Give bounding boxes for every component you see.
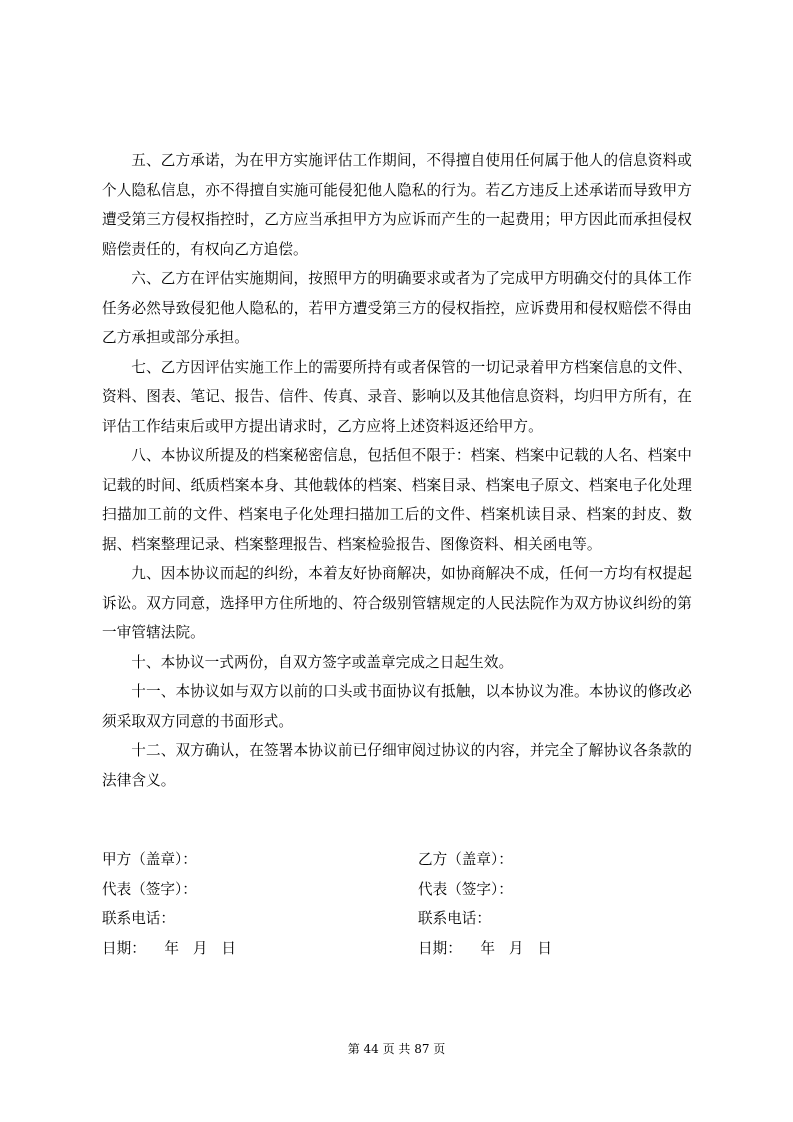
party-b-date-label: 日期： 年 月 日	[418, 939, 552, 957]
party-b-signature-block	[418, 845, 552, 963]
clause-8: 八、本协议所提及的档案秘密信息，包括但不限于：档案、档案中记载的人名、档案中记载的时间、纸质档案本身、其他载体的档案、档案目录、档案电子原文、档案电子化处理扫描加工前的文件、档案电子化处理扫描加工后的文件、档案机读目录、档案的封皮、数据、档案整理记录、档案整理报告、档案检验报告、图像资料、相关函电等。	[102, 447, 692, 553]
party-b-seal-label: 乙方（盖章）：	[418, 851, 513, 868]
page-number-footer: 第 44 页 共 87 页	[347, 1042, 446, 1056]
clause-9: 九、因本协议而起的纠纷，本着友好协商解决，如协商解决不成，任何一方均有权提起诉讼。双方同意，选择甲方住所地的、符合级别管辖规定的人民法院作为双方协议纠纷的第一审管辖法院。	[102, 565, 692, 641]
clause-12: 十二、双方确认，在签署本协议前已仔细审阅过协议的内容，并完全了解协议各条款的法律含义。	[102, 742, 692, 789]
clause-5: 五、乙方承诺，为在甲方实施评估工作期间，不得擅自使用任何属于他人的信息资料或个人隐私信息，亦不得擅自实施可能侵犯他人隐私的行为。若乙方违反上述承诺而导致甲方遭受第三方侵权指控时，乙方应当承担甲方为应诉而产生的一起费用；甲方因此而承担侵权赔偿责任的，有权向乙方追偿。	[102, 152, 692, 258]
party-a-representative-label: 代表（签字）：	[102, 880, 197, 898]
clause-11: 十一、本协议如与双方以前的口头或书面协议有抵触，以本协议为准。本协议的修改必须采取双方同意的书面形式。	[102, 683, 692, 730]
party-b-phone-label: 联系电话：	[418, 910, 491, 927]
party-a-phone-label: 联系电话：	[102, 910, 175, 927]
party-a-date-label: 日期： 年 月 日	[102, 939, 236, 957]
clause-10: 十、本协议一式两份，自双方签字或盖章完成之日起生效。	[131, 653, 514, 671]
clause-6: 六、乙方在评估实施期间，按照甲方的明确要求或者为了完成甲方明确交付的具体工作任务必然导致侵犯他人隐私的，若甲方遭受第三方的侵权指控，应诉费用和侵权赔偿不得由乙方承担或部分承担。	[102, 270, 692, 346]
clause-7: 七、乙方因评估实施工作上的需要所持有或者保管的一切记录着甲方档案信息的文件、资料、图表、笔记、报告、信件、传真、录音、影响以及其他信息资料，均归甲方所有，在评估工作结束后或甲方提出请求时，乙方应将上述资料返还给甲方。	[102, 358, 692, 435]
party-a-signature-block	[102, 845, 236, 963]
party-a-seal-label: 甲方（盖章）：	[102, 851, 197, 868]
party-b-representative-label: 代表（签字）：	[418, 880, 513, 898]
agreement-clauses	[102, 146, 692, 795]
